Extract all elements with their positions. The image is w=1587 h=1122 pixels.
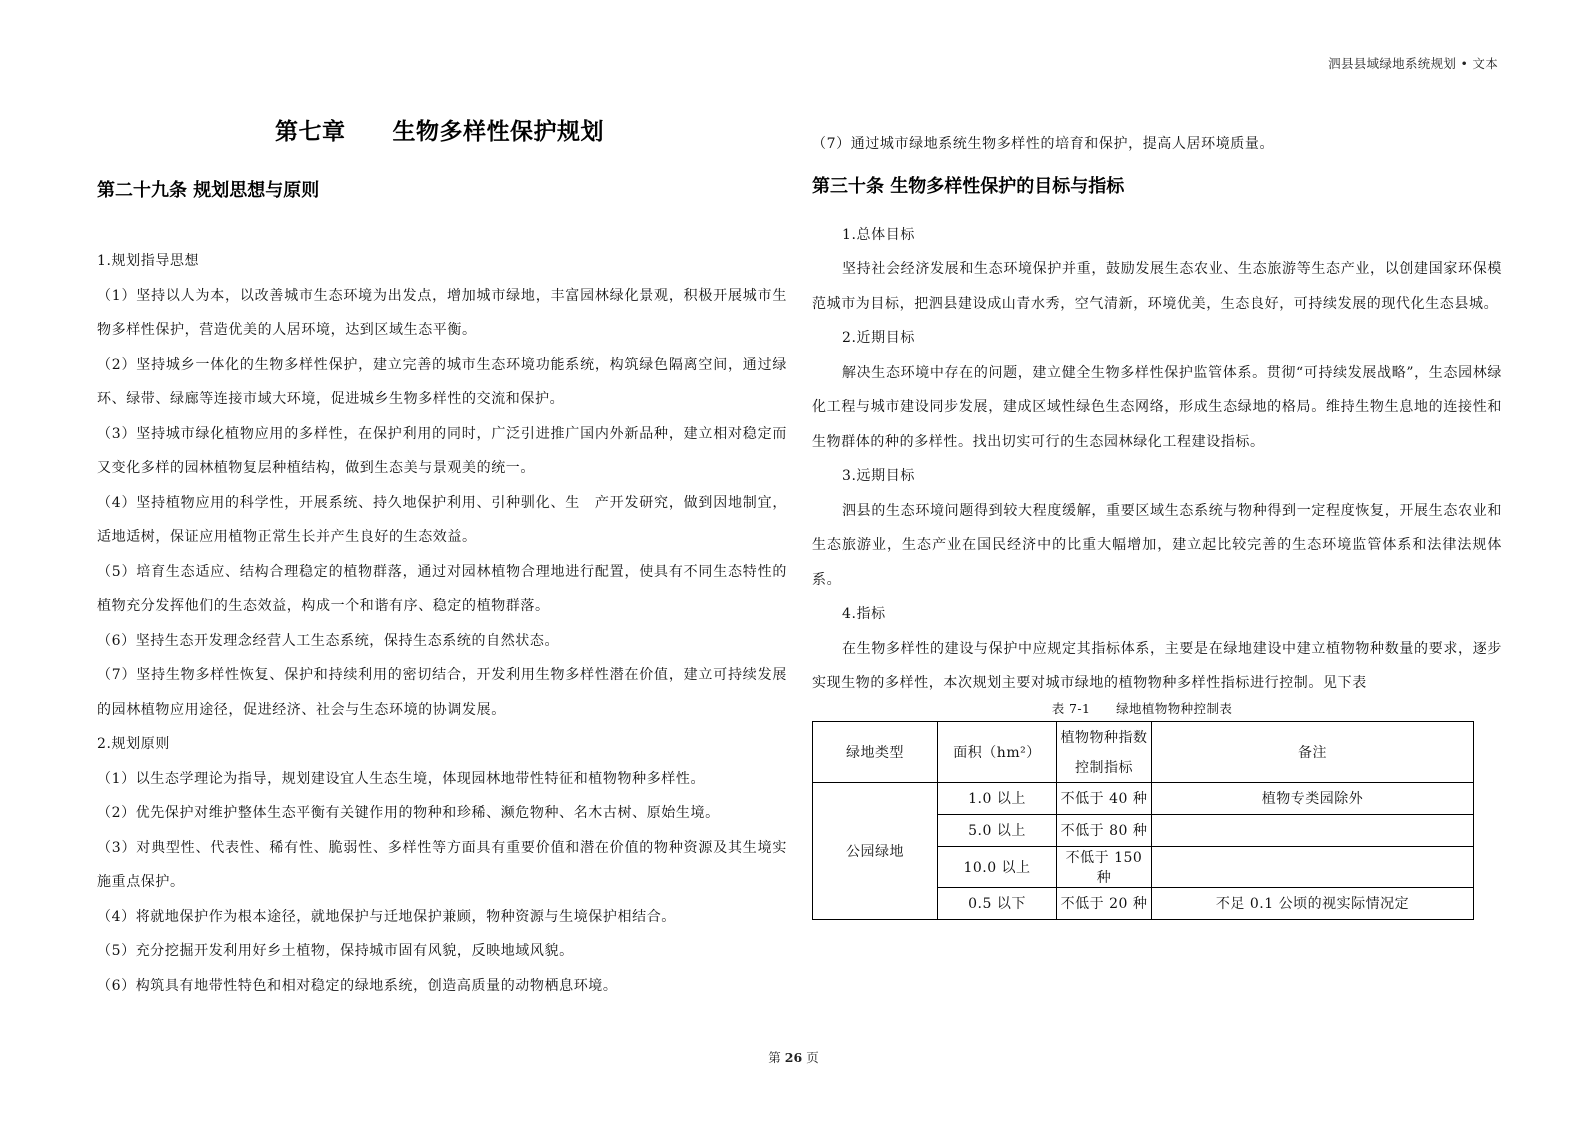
principle-item: （6）构筑具有地带性特色和相对稳定的绿地系统，创造高质量的动物栖息环境。 — [97, 977, 618, 994]
right-column — [812, 127, 1502, 920]
principle-item: （4）将就地保护作为根本途径，就地保护与迁地保护兼顾，物种资源与生境保护相结合。 — [97, 908, 676, 925]
principle-item: （2）优先保护对维护整体生态平衡有关键作用的物种和珍稀、濒危物种、名木古树、原始生境。 — [97, 805, 720, 821]
guiding-item: （2）坚持城乡一体化的生物多样性保护，建立完善的城市生态环境功能系统，构筑绿色隔离空间，通过绿环、绿带、绿廊等连接市域大环境，促进城乡生物多样性的交流和保护。 — [97, 356, 787, 407]
goal-1-title: 1.总体目标 — [842, 226, 915, 243]
guiding-item: （7）坚持生物多样性恢复、保护和持续利用的密切结合，开发利用生物多样性潜在价值，建立可持续发展的园林植物应用途径，促进经济、社会与生态环境的协调发展。 — [97, 667, 787, 718]
header-note: 备注 — [1152, 721, 1474, 782]
cell-area: 10.0 以上 — [938, 846, 1057, 887]
cell-index: 不低于 20 种 — [1057, 887, 1152, 919]
cell-note — [1152, 814, 1474, 846]
goal-3-title: 3.远期目标 — [842, 468, 915, 484]
cell-area: 5.0 以上 — [938, 814, 1057, 846]
goal-2-text: 解决生态环境中存在的问题，建立健全生物多样性保护监管体系。贯彻“可持续发展战略”，生态园林绿化工程与城市建设同步发展，建成区域性绿色生态网络，形成生态绿地的格局。维持生物生息地的连接性和生物群体的种的多样性。找出切实可行的生态园林绿化工程建设指标。 — [812, 364, 1502, 450]
principles-subheading: 2.规划原则 — [97, 736, 170, 752]
cell-area: 0.5 以下 — [938, 887, 1057, 919]
document-header-title: 泗县县域绿地系统规划 • 文本 — [1328, 56, 1498, 71]
guiding-item: （6）坚持生态开发理念经营人工生态系统，保持生态系统的自然状态。 — [97, 632, 560, 649]
principle-item: （3）对典型性、代表性、稀有性、脆弱性、多样性等方面具有重要价值和潜在价值的物种资源及其生境实施重点保护。 — [97, 839, 787, 890]
cell-note — [1152, 846, 1474, 887]
goal-3-text: 泗县的生态环境问题得到较大程度缓解，重要区域生态系统与物种得到一定程度恢复，开展生态农业和生态旅游业，生态产业在国民经济中的比重大幅增加，建立起比较完善的生态环境监管体系和法律法规体系。 — [812, 502, 1502, 588]
page-footer — [0, 1048, 1587, 1066]
group-label-park: 公园绿地 — [813, 782, 938, 919]
goal-4-text: 在生物多样性的建设与保护中应规定其指标体系，主要是在绿地建设中建立植物物种数量的要求，逐步实现生物的多样性，本次规划主要对城市绿地的植物物种多样性指标进行控制。见下表 — [812, 640, 1502, 691]
goal-2-title: 2.近期目标 — [842, 330, 915, 346]
header-index-line1: 植物物种指数 — [1057, 721, 1152, 752]
guiding-item: （1）坚持以人为本，以改善城市生态环境为出发点，增加城市绿地，丰富园林绿化景观，积极开展城市生物多样性保护，营造优美的人居环境，达到区域生态平衡。 — [97, 287, 787, 338]
cell-note: 不足 0.1 公顷的视实际情况定 — [1152, 887, 1474, 919]
header-area: 面积（hm²） — [938, 721, 1057, 782]
table-row — [813, 782, 1474, 814]
chapter-title: 第七章 生物多样性保护规划 — [275, 119, 604, 145]
guiding-item: （4）坚持植物应用的科学性，开展系统、持久地保护利用、引种驯化、生 产开发研究，做到因地制宜，适地适树，保证应用植物正常生长并产生良好的生态效益。 — [97, 494, 787, 545]
article-29-heading: 第二十九条 规划思想与原则 — [97, 180, 320, 201]
cell-index: 不低于 40 种 — [1057, 782, 1152, 814]
cell-area: 1.0 以上 — [938, 782, 1057, 814]
article-30-heading: 第三十条 生物多样性保护的目标与指标 — [812, 175, 1125, 197]
page-number: 26 — [784, 1050, 803, 1065]
cell-index: 不低于 150 种 — [1057, 846, 1152, 887]
table-caption: 表 7-1 绿地植物物种控制表 — [1051, 700, 1233, 716]
guiding-thought-subheading: 1.规划指导思想 — [97, 253, 200, 269]
plant-species-table — [812, 721, 1474, 920]
principle-item: （5）充分挖掘开发利用好乡土植物，保持城市固有风貌，反映地域风貌。 — [97, 943, 574, 959]
page-prefix: 第 — [768, 1050, 781, 1065]
header-index-line2: 控制指标 — [1057, 752, 1152, 783]
guiding-item: （5）培育生态适应、结构合理稳定的植物群落，通过对园林植物合理地进行配置，使具有不同生态特性的植物充分发挥他们的生态效益，构成一个和谐有序、稳定的植物群落。 — [97, 563, 787, 614]
goal-1-text: 坚持社会经济发展和生态环境保护并重，鼓励发展生态农业、生态旅游等生态产业，以创建国家环保模范城市为目标，把泗县建设成山青水秀，空气清新，环境优美，生态良好，可持续发展的现代化生态县城。 — [812, 261, 1502, 312]
cell-note: 植物专类园除外 — [1152, 782, 1474, 814]
cell-index: 不低于 80 种 — [1057, 814, 1152, 846]
page-suffix: 页 — [806, 1050, 819, 1065]
header-greenland-type: 绿地类型 — [813, 721, 938, 782]
principle-item: （1）以生态学理论为指导，规划建设宜人生态生境，体现园林地带性特征和植物物种多样性。 — [97, 770, 706, 787]
guiding-item: （3）坚持城市绿化植物应用的多样性，在保护利用的同时，广泛引进推广国内外新品种，建立相对稳定而又变化多样的园林植物复层种植结构，做到生态美与景观美的统一。 — [97, 425, 787, 476]
goal-4-title: 4.指标 — [842, 606, 886, 622]
left-column — [97, 176, 787, 1003]
continued-item: （7）通过城市绿地系统生物多样性的培育和保护，提高人居环境质量。 — [812, 136, 1275, 152]
table-header-row — [813, 721, 1474, 752]
